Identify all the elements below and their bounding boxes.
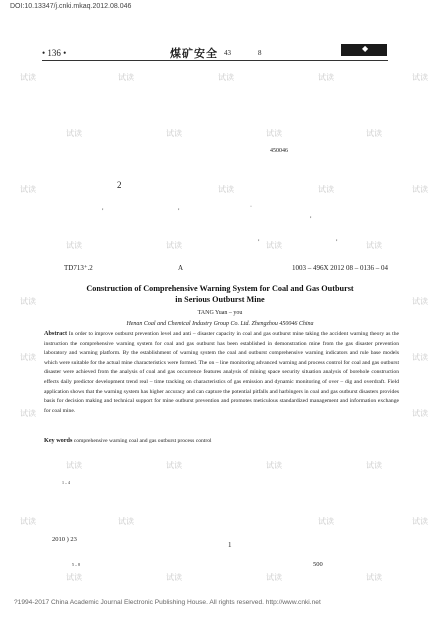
- watermark: 试读: [66, 129, 82, 138]
- watermark: 试读: [118, 517, 134, 526]
- journal-name: 煤矿安全: [170, 48, 218, 60]
- abstract-label: Abstract: [44, 330, 68, 337]
- watermark: 试读: [166, 241, 182, 250]
- watermark: 试读: [118, 73, 134, 82]
- watermark: 试读: [20, 409, 36, 418]
- watermark: 试读: [412, 409, 428, 418]
- keywords-body: comprehensive warning coal and gas outburst process control: [73, 438, 212, 444]
- watermark: 试读: [318, 185, 334, 194]
- document-code: A: [178, 264, 184, 272]
- punctuation-dot: ,: [102, 205, 104, 211]
- reference-marker: 5 – 8: [72, 562, 80, 567]
- watermark: 试读: [20, 297, 36, 306]
- watermark: 试读: [318, 517, 334, 526]
- watermark: 试读: [66, 241, 82, 250]
- header-rule: [42, 60, 388, 61]
- author-affiliation: Henan Coal and Chemical Industry Group Co. Ltd. Zhengzhou 450046 China: [126, 321, 314, 327]
- watermark: 试读: [266, 129, 282, 138]
- watermark: 试读: [166, 573, 182, 582]
- postcode: 450046: [270, 148, 288, 154]
- article-id: 1003 – 496X 2012 08 – 0136 – 04: [292, 264, 389, 272]
- watermark: 试读: [412, 73, 428, 82]
- doi-line: DOI:10.13347/j.cnki.mkaq.2012.08.046: [10, 3, 132, 10]
- journal-issue: 8: [258, 49, 262, 57]
- author-name: TANG Yuan – you: [197, 310, 243, 316]
- watermark: 试读: [218, 73, 234, 82]
- watermark: 试读: [366, 573, 382, 582]
- keywords-label: Key words: [44, 437, 73, 444]
- watermark: 试读: [166, 461, 182, 470]
- number-fragment: 500: [313, 561, 323, 568]
- watermark: 试读: [266, 461, 282, 470]
- abstract-body: In order to improve outburst prevention level and anti – disaster capacity in coal and gas outburst mine taking the accident warning theory as the instruction the comprehensive warning system for coal and gas outburst has been established in demonstration mine from the gas disaster prevention laboratory and warning platform. By the establishment of warning system the coal and outburst comprehensive warning indicators and rule base models which were suitable for the actual mine characteristics were formed. The on – line monitoring advanced warning and process control for coal and gas outburst disaster were achieved from the analysis of coal and gas occurrence features analysis of mining space security situation analysis of borehole construction effects daily predictor development trend real – time tracking on characteristics of gas emission and dynamic monitoring of over – dig and overdraft. Field application shows that the warning system has higher accuracy and can capture the potential pitfalls and harbingers in coal and gas outburst disasters provides basis for decision making and technical support for mine outburst prevention and promotes meticulous standardized management and information exchange for coal mine.: [44, 331, 399, 414]
- watermark: 试读: [20, 353, 36, 362]
- watermark: 试读: [66, 573, 82, 582]
- english-title-line-2: in Serious Outburst Mine: [175, 295, 265, 304]
- punctuation-dot: ,: [178, 205, 180, 211]
- watermark: 试读: [412, 353, 428, 362]
- watermark: 试读: [20, 185, 36, 194]
- watermark: 试读: [266, 573, 282, 582]
- punctuation-dot: ,: [310, 213, 312, 219]
- watermark: 试读: [266, 241, 282, 250]
- clc-number: TD713⁺.2: [64, 264, 93, 272]
- footnote-number: 1: [228, 541, 232, 549]
- english-abstract: [44, 329, 399, 416]
- page-number-header: • 136 •: [42, 48, 67, 58]
- english-keywords: [44, 437, 399, 444]
- watermark: 试读: [366, 241, 382, 250]
- journal-volume: 43: [224, 49, 231, 57]
- watermark: 试读: [318, 73, 334, 82]
- watermark: 试读: [366, 129, 382, 138]
- watermark: 试读: [166, 129, 182, 138]
- reference-marker: 1 – 4: [62, 480, 70, 485]
- header-block-glyph: ◆: [362, 44, 369, 53]
- watermark: 试读: [218, 185, 234, 194]
- watermark: 试读: [66, 461, 82, 470]
- watermark: 试读: [412, 185, 428, 194]
- watermark: 试读: [366, 461, 382, 470]
- copyright-footer: ?1994-2017 China Academic Journal Electronic Publishing House. All rights reserved. http://www.cnki.net: [14, 599, 321, 606]
- footnote-number: 2: [117, 180, 122, 190]
- watermark: 试读: [20, 517, 36, 526]
- watermark: 试读: [412, 297, 428, 306]
- punctuation-dot: ·: [250, 204, 252, 210]
- english-title-line-1: Construction of Comprehensive Warning System for Coal and Gas Outburst: [86, 284, 354, 293]
- punctuation-dot: ,: [336, 236, 338, 242]
- watermark: 试读: [412, 517, 428, 526]
- date-fragment: 2010 ) 23: [52, 536, 77, 543]
- watermark: 试读: [20, 73, 36, 82]
- punctuation-dot: ,: [258, 236, 260, 242]
